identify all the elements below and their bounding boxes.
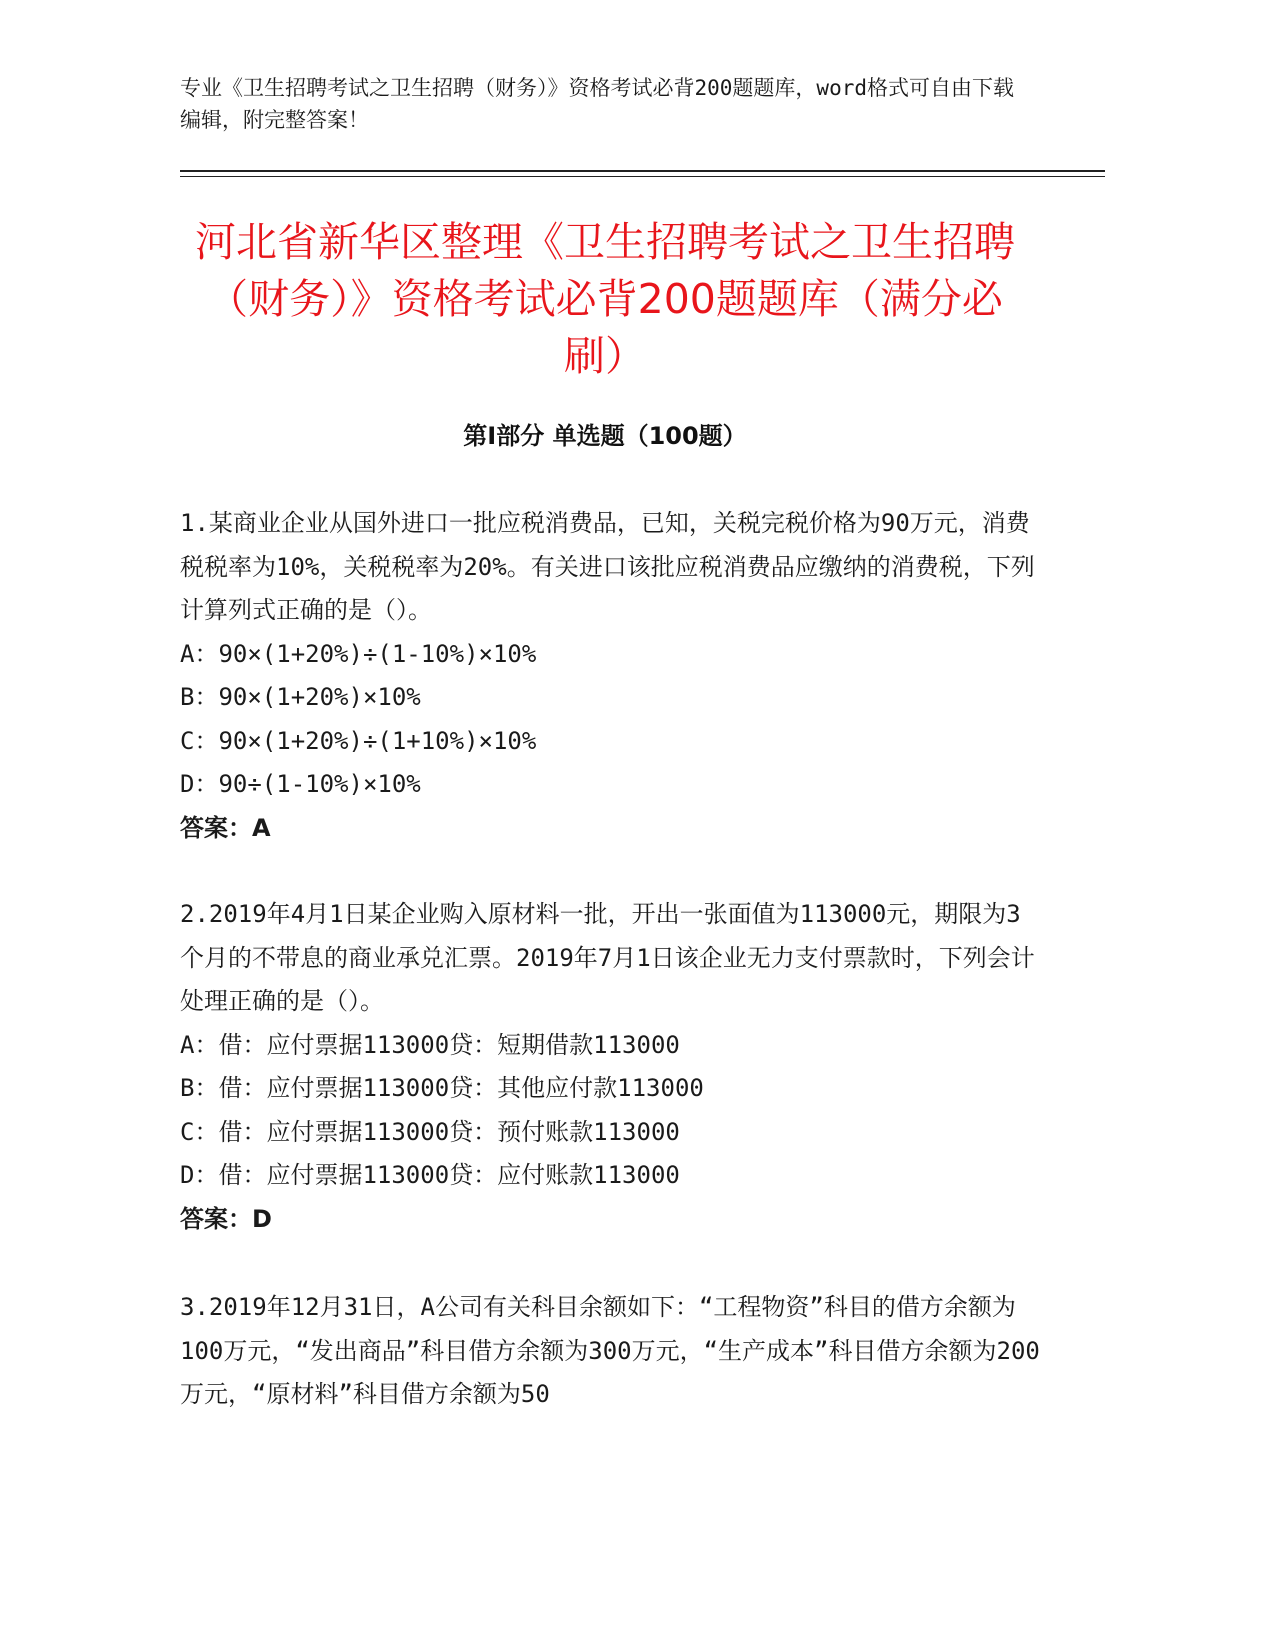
option-c: C：借：应付票据113000贷：预付账款113000: [180, 1117, 680, 1146]
document-title: 河北省新华区整理《卫生招聘考试之卫生招聘（财务）》资格考试必背200题题库（满分必刷）: [195, 218, 1015, 380]
question-1: [180, 502, 1040, 850]
section-heading: 第Ⅰ部分 单选题（100题）: [463, 422, 747, 450]
option-b: B：借：应付票据113000贷：其他应付款113000: [180, 1074, 704, 1102]
option-a: A：90×(1+20%)÷(1-10%)×10%: [180, 639, 537, 668]
header-divider-thin: [180, 176, 1105, 177]
option-d: D：借：应付票据113000贷：应付账款113000: [180, 1161, 680, 1189]
question-2: [180, 893, 1040, 1241]
answer: 答案：D: [180, 1204, 272, 1233]
option-b: B：90×(1+20%)×10%: [180, 683, 421, 711]
option-a: A：借：应付票据113000贷：短期借款113000: [180, 1030, 680, 1059]
question-stem: 3.2019年12月31日，A公司有关科目余额如下：“工程物资”科目的借方余额为100万元，“发出商品”科目借方余额为300万元，“生产成本”科目借方余额为200万元，“原材料”科目借方余额为50: [180, 1293, 1040, 1408]
answer: 答案：A: [180, 813, 271, 842]
option-c: C：90×(1+20%)÷(1+10%)×10%: [180, 726, 537, 755]
question-stem: 1.某商业企业从国外进口一批应税消费品，已知，关税完税价格为90万元，消费税税率为10%，关税税率为20%。有关进口该批应税消费品应缴纳的消费税，下列计算列式正确的是（）。: [180, 509, 1035, 624]
question-stem: 2.2019年4月1日某企业购入原材料一批，开出一张面值为113000元，期限为3个月的不带息的商业承兑汇票。2019年7月1日该企业无力支付票款时，下列会计处理正确的是（）。: [180, 900, 1035, 1015]
header-note: 专业《卫生招聘考试之卫生招聘（财务）》资格考试必背200题题库，word格式可自由下载编辑，附完整答案！: [180, 76, 1014, 132]
option-d: D：90÷(1-10%)×10%: [180, 770, 421, 798]
header-divider-thick: [180, 170, 1105, 172]
question-3: [180, 1286, 1040, 1417]
